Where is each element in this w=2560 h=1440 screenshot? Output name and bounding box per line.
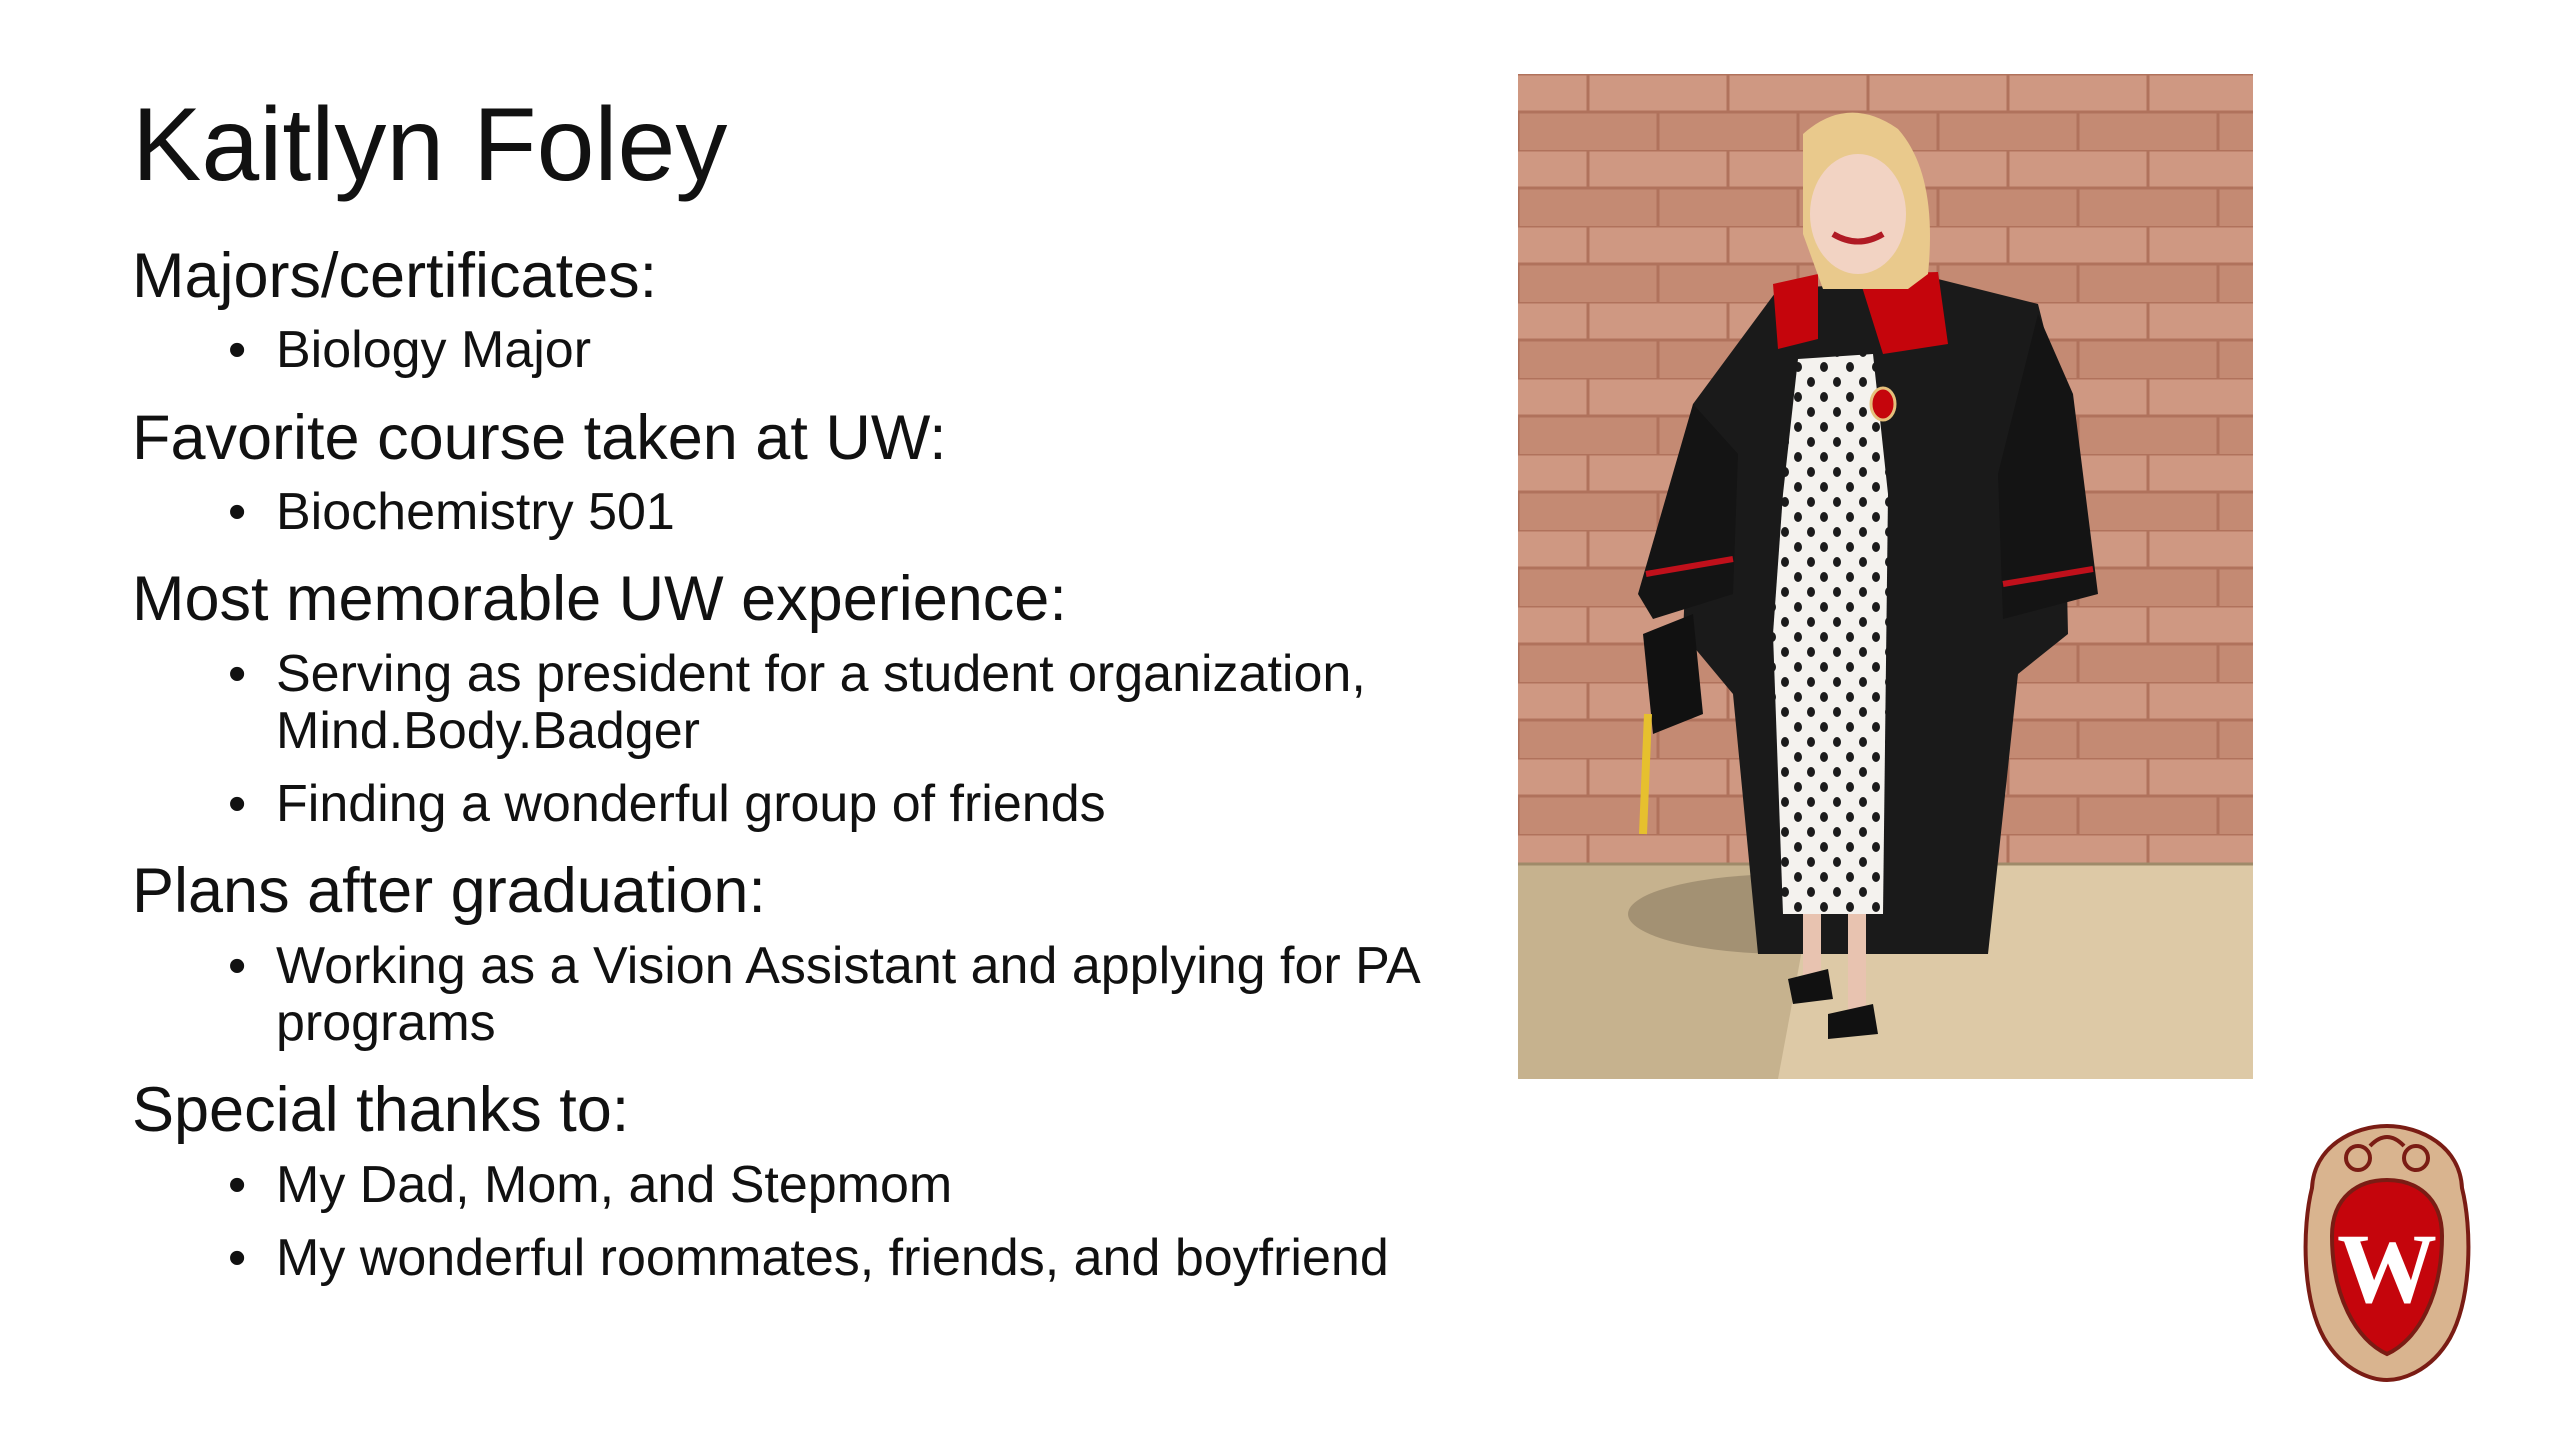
bullet-item: • Finding a wonderful group of friends	[132, 776, 1472, 833]
bullet-list-favorite-course	[132, 484, 1472, 541]
bullet-list-special-thanks	[132, 1157, 1472, 1287]
bullet-item: • Serving as president for a student organization, Mind.Body.Badger	[132, 646, 1472, 760]
slide-title: Kaitlyn Foley	[132, 87, 728, 203]
bullet-list-memorable-experience	[132, 646, 1472, 834]
uw-crest-icon	[2300, 1118, 2474, 1383]
slide-content	[132, 240, 1472, 1309]
section-heading-majors: Majors/certificates:	[132, 241, 658, 311]
bullet-item: • My Dad, Mom, and Stepmom	[132, 1157, 1472, 1214]
bullet-list-plans	[132, 938, 1472, 1052]
bullet-item: • Biochemistry 501	[132, 484, 1472, 541]
section-heading-special-thanks: Special thanks to:	[132, 1075, 630, 1146]
bullet-item: • Working as a Vision Assistant and applying for PA programs	[132, 938, 1472, 1052]
bullet-list-majors	[132, 322, 1472, 379]
section-heading-memorable-experience: Most memorable UW experience:	[132, 564, 1067, 635]
bullet-item: • Biology Major	[132, 322, 1472, 379]
bullet-item: • My wonderful roommates, friends, and boyfriend	[132, 1230, 1472, 1287]
crest-letter: W	[2337, 1213, 2437, 1324]
section-heading-favorite-course: Favorite course taken at UW:	[132, 402, 947, 473]
section-heading-plans: Plans after graduation:	[132, 856, 766, 927]
graduate-portrait-photo	[1518, 74, 2253, 1079]
